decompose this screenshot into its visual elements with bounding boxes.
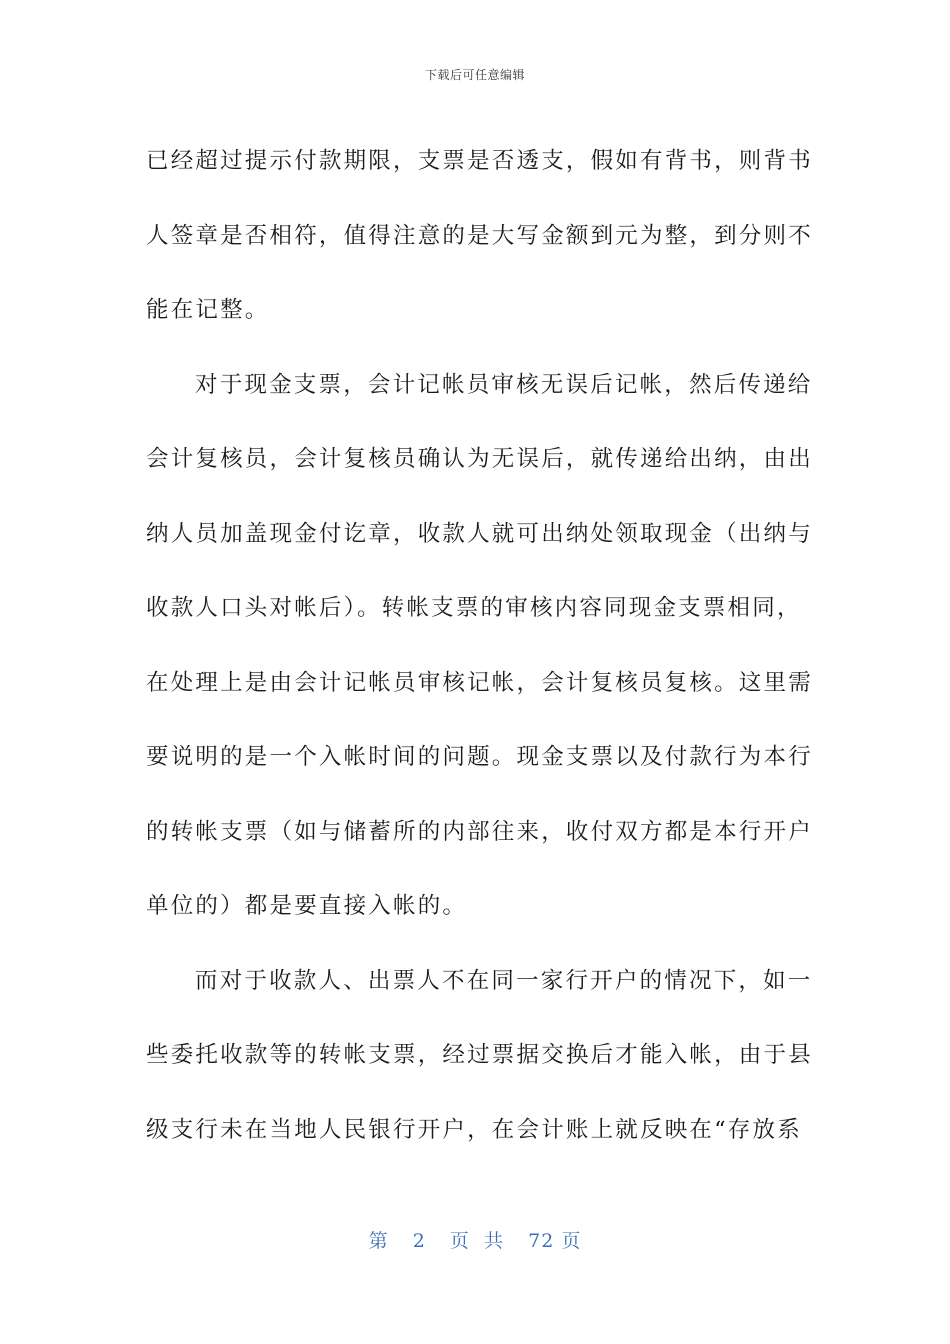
text-line: 能在记整。 bbox=[146, 297, 270, 323]
text-line: 会计复核员，会计复核员确认为无误后，就传递给出纳，由出 bbox=[146, 446, 813, 472]
text-line: 的转帐支票（如与储蓄所的内部往来，收付双方都是本行开户 bbox=[146, 818, 813, 845]
paragraph-3 bbox=[146, 944, 813, 1168]
document-body bbox=[146, 124, 813, 1167]
page-footer bbox=[0, 1226, 950, 1253]
text-line: 纳人员加盖现金付讫章，收款人就可出纳处领取现金（出纳与 bbox=[146, 520, 813, 547]
page-footer-middle: 页 共 bbox=[449, 1230, 505, 1252]
page-header: 下载后可任意编辑 bbox=[424, 68, 525, 82]
text-line: 在处理上是由会计记帐员审核记帐，会计复核员复核。这里需 bbox=[146, 669, 813, 696]
text-line: 收款人口头对帐后）。转帐支票的审核内容同现金支票相同， bbox=[146, 595, 802, 621]
text-line: 对于现金支票，会计记帐员审核无误后记帐，然后传递给 bbox=[195, 371, 813, 398]
text-line: 级支行未在当地人民银行开户，在会计账上就反映在“存放系 bbox=[146, 1116, 802, 1143]
text-line: 要说明的是一个入帐时间的问题。现金支票以及付款行为本行 bbox=[146, 744, 813, 770]
text-line: 些委托收款等的转帐支票，经过票据交换后才能入帐，由于县 bbox=[146, 1042, 813, 1068]
text-line: 单位的）都是要直接入帐的。 bbox=[146, 893, 468, 919]
total-pages-number: 72 bbox=[528, 1230, 555, 1252]
text-line: 人签章是否相符，值得注意的是大写金额到元为整，到分则不 bbox=[146, 222, 813, 249]
text-line: 已经超过提示付款期限，支票是否透支，假如有背书，则背书 bbox=[146, 148, 813, 174]
page-footer-prefix: 第 bbox=[368, 1230, 389, 1252]
paragraph-1 bbox=[146, 124, 813, 348]
current-page-number: 2 bbox=[412, 1230, 426, 1252]
paragraph-2 bbox=[146, 348, 813, 944]
text-line: 而对于收款人、出票人不在同一家行开户的情况下，如一 bbox=[195, 967, 813, 994]
page-footer-suffix: 页 bbox=[561, 1230, 582, 1252]
